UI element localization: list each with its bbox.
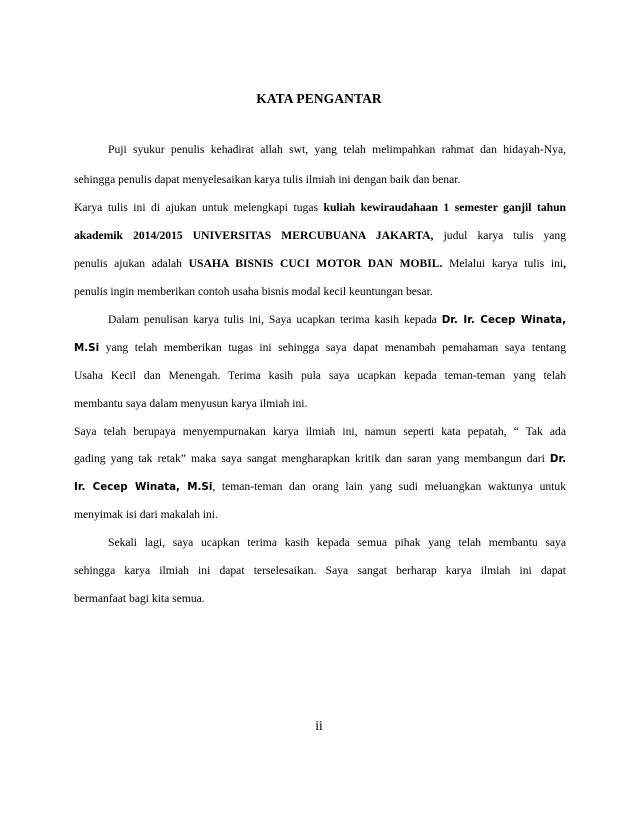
text-run: Karya tulis ini di ajukan untuk melengkapi tugas [74,201,324,214]
page-number: ii [315,718,323,733]
paragraph-5-line-1 [108,536,566,550]
text-run: Puji syukur penulis kehadirat allah swt, yang telah melimpahkan rahmat dan hidayah-Nya, [108,143,566,156]
bold-text-run: akademik 2014/2015 UNIVERSITAS MERCUBUANA JAKARTA, [74,229,434,242]
text-run: gading yang tak retak” maka saya sangat mengharapkan kritik dan saran yang membangun dari [74,452,550,465]
paragraph-2-line-2 [74,229,566,243]
document-title: KATA PENGANTAR [256,91,382,106]
paragraph-5-line-3 [74,592,566,606]
paragraph-2-line-4 [74,285,566,299]
paragraph-4-line-1 [74,425,566,439]
text-run: sehingga penulis dapat menyelesaikan karya tulis ilmiah ini dengan baik dan benar. [74,173,461,186]
text-run: , teman-teman dan orang lain yang sudi meluangkan waktunya untuk [212,480,566,493]
paragraph-2-line-3 [74,257,566,271]
paragraph-1-line-1 [108,143,566,157]
paragraph-4-line-2 [74,452,566,466]
text-run: sehingga karya ilmiah ini dapat terselesaikan. Saya sangat berharap karya ilmiah ini dapat [74,564,566,577]
bold-text-run: , [563,257,567,270]
bold-text-run: Ir. Cecep Winata, M.Si [74,481,213,493]
text-run: penulis ajukan adalah [74,257,189,270]
paragraph-4-line-4 [74,508,566,522]
paragraph-4-line-3 [74,480,566,494]
text-run: Sekali lagi, saya ucapkan terima kasih kepada semua pihak yang telah membantu saya [108,536,566,549]
text-run: bermanfaat bagi kita semua. [74,592,205,605]
paragraph-3-line-3 [74,369,566,383]
paragraph-3-line-4 [74,397,566,411]
paragraph-1-line-2 [74,173,566,187]
text-run: judul karya tulis yang [433,229,566,242]
text-run: penulis ingin memberikan contoh usaha bisnis modal kecil keuntungan besar. [74,285,433,298]
text-run: menyimak isi dari makalah ini. [74,508,218,521]
bold-text-run: Dr. [549,453,566,465]
paragraph-2-line-1 [74,201,566,215]
bold-text-run: USAHA BISNIS CUCI MOTOR DAN MOBIL. [188,257,443,270]
paragraph-3-line-2 [74,341,566,355]
bold-text-run: kuliah kewiraudahaan 1 semester ganjil tahun [323,201,566,214]
paragraph-3-line-1 [108,313,566,327]
bold-text-run: Dr. Ir. Cecep Winata, [441,314,566,326]
text-run: Dalam penulisan karya tulis ini, Saya ucapkan terima kasih kepada [108,313,442,326]
text-run: yang telah memberikan tugas ini sehingga saya dapat menambah pemahaman saya tentang [99,341,566,354]
text-run: membantu saya dalam menyusun karya ilmiah ini. [74,397,308,410]
text-run: Saya telah berupaya menyempurnakan karya ilmiah ini, namun seperti kata pepatah, “ Tak ada [74,425,566,438]
bold-text-run: M.Si [74,342,100,354]
text-run: Melalui karya tulis ini [442,257,564,270]
text-run: Usaha Kecil dan Menengah. Terima kasih pula saya ucapkan kepada teman-teman yang telah [74,369,566,382]
paragraph-5-line-2 [74,564,566,578]
